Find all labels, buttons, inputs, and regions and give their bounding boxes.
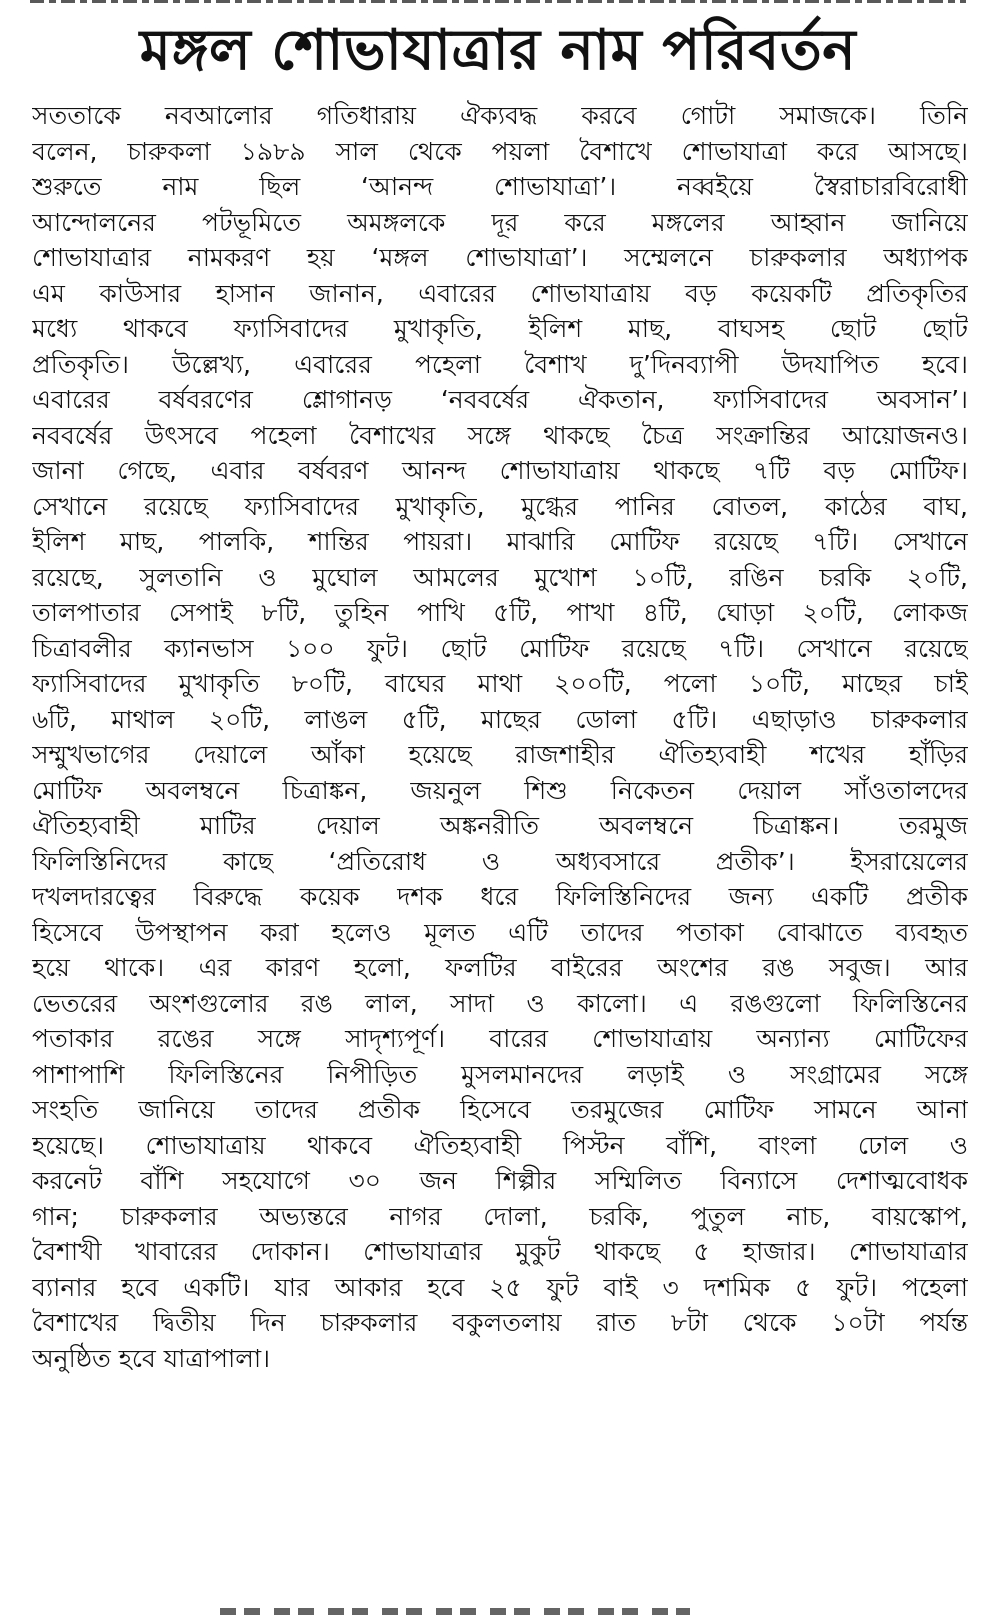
article-line: এবারের বর্ষবরণের শ্লোগানড় ‘নববর্ষের ঐকতান, ফ্যাসিবাদের অবসান’।	[32, 385, 968, 414]
article-line: ইলিশ মাছ, পালকি, শান্তির পায়রা। মাঝারি মোটিফ রয়েছে ৭টি। সেখানে	[32, 527, 968, 556]
article-line: ব্যানার হবে একটি। যার আকার হবে ২৫ ফুট বাই ৩ দশমিক ৫ ফুট। পহেলা	[32, 1272, 968, 1302]
article-line: করনেট বাঁশি সহযোগে ৩০ জন শিল্পীর সম্মিলিত বিন্যাসে দেশাত্মবোধক	[32, 1166, 968, 1195]
article-line: ফ্যাসিবাদের মুখাকৃতি ৮০টি, বাঘের মাথা ২০০টি, পলো ১০টি, মাছের চাই	[32, 669, 968, 698]
headline: মঙ্গল শোভাযাত্রার নাম পরিবর্তন	[139, 18, 857, 83]
article-line: ৬টি, মাথাল ২০টি, লাঙল ৫টি, মাছের ডোলা ৫টি। এছাড়াও চারুকলার	[32, 704, 968, 734]
article-line: জানা গেছে, এবার বর্ষবরণ আনন্দ শোভাযাত্রায় থাকছে ৭টি বড় মোটিফ।	[32, 456, 968, 485]
article-line: দখলদারত্বের বিরুদ্ধে কয়েক দশক ধরে ফিলিস্তিনিদের জন্য একটি প্রতীক	[32, 882, 968, 911]
article-line: হিসেবে উপস্থাপন করা হলেও মূলত এটি তাদের পতাকা বোঝাতে ব্যবহৃত	[32, 917, 968, 947]
article-line: নববর্ষের উৎসবে পহেলা বৈশাখের সঙ্গে থাকছে চৈত্র সংক্রান্তির আয়োজনও।	[32, 420, 968, 450]
article-line: বলেন, চারুকলা ১৯৮৯ সাল থেকে পয়লা বৈশাখে শোভাযাত্রা করে আসছে।	[32, 136, 968, 166]
article-line: সততাকে নবআলোর গতিধারায় ঐক্যবদ্ধ করবে গোটা সমাজকে। তিনি	[32, 101, 968, 130]
article-line: ফিলিস্তিনিদের কাছে ‘প্রতিরোধ ও অধ্যবসারে প্রতীক’। ইসরায়েলের	[32, 846, 968, 876]
article-body	[32, 98, 968, 1590]
article-line: তালপাতার সেপাই ৮টি, তুহিন পাখি ৫টি, পাখা ৪টি, ঘোড়া ২০টি, লোকজ	[32, 598, 968, 627]
article-line: হয়েছে। শোভাযাত্রায় থাকবে ঐতিহ্যবাহী পিস্টন বাঁশি, বাংলা ঢোল ও	[32, 1130, 968, 1160]
article-line: মধ্যে থাকবে ফ্যাসিবাদের মুখাকৃতি, ইলিশ মাছ, বাঘসহ ছোট ছোট	[32, 314, 968, 343]
article-line: প্রতিকৃতি। উল্লেখ্য, এবারের পহেলা বৈশাখ দু’দিনব্যাপী উদযাপিত হবে।	[32, 349, 968, 379]
article-line: শোভাযাত্রার নামকরণ হয় ‘মঙ্গল শোভাযাত্রা’। সম্মেলনে চারুকলার অধ্যাপক	[32, 243, 968, 272]
article-line: শুরুতে নাম ছিল ‘আনন্দ শোভাযাত্রা’। নব্বইয়ে স্বৈরাচারবিরোধী	[32, 172, 968, 201]
article-line: বৈশাখী খাবারের দোকান। শোভাযাত্রার মুকুট থাকছে ৫ হাজার। শোভাযাত্রার	[32, 1237, 968, 1266]
article-line: আন্দোলনের পটভূমিতে অমঙ্গলকে দূর করে মঙ্গলের আহ্বান জানিয়ে	[32, 207, 968, 237]
article-line: গান; চারুকলার অভ্যন্তরে নাগর দোলা, চরকি, পুতুল নাচ, বায়স্কোপ,	[32, 1201, 968, 1231]
article-line: সংহতি জানিয়ে তাদের প্রতীক হিসেবে তরমুজের মোটিফ সামনে আনা	[32, 1095, 968, 1124]
article-line: মোটিফ অবলম্বনে চিত্রাঙ্কন, জয়নুল শিশু নিকেতন দেয়াল সাঁওতালদের	[32, 775, 968, 805]
article-line: রয়েছে, সুলতানি ও মুঘোল আমলের মুখোশ ১০টি, রঙিন চরকি ২০টি,	[32, 562, 968, 592]
article-line: হয়ে থাকে। এর কারণ হলো, ফলটির বাইরের অংশের রঙ সবুজ। আর	[32, 953, 968, 982]
article-line: এম কাউসার হাসান জানান, এবারের শোভাযাত্রায় বড় কয়েকটি প্রতিকৃতির	[32, 278, 968, 308]
article-line: ঐতিহ্যবাহী মাটির দেয়াল অঙ্কনরীতি অবলম্বনে চিত্রাঙ্কন। তরমুজ	[32, 811, 968, 840]
article-line: সেখানে রয়েছে ফ্যাসিবাদের মুখাকৃতি, মুগ্ধের পানির বোতল, কাঠের বাঘ,	[32, 491, 968, 521]
article-line: পতাকার রঙের সঙ্গে সাদৃশ্যপূর্ণ। বারের শোভাযাত্রায় অন্যান্য মোটিফের	[32, 1024, 968, 1053]
article-line: ভেতরের অংশগুলোর রঙ লাল, সাদা ও কালো। এ রঙগুলো ফিলিস্তিনের	[32, 988, 968, 1018]
article-line: চিত্রাবলীর ক্যানভাস ১০০ ফুট। ছোট মোটিফ রয়েছে ৭টি। সেখানে রয়েছে	[32, 633, 968, 663]
bottom-cropped-text-strip	[220, 1604, 690, 1615]
article-line-last: অনুষ্ঠিত হবে যাত্রাপালা।	[32, 1343, 271, 1373]
top-cropped-text-strip	[30, 0, 966, 5]
article-line: বৈশাখের দ্বিতীয় দিন চারুকলার বকুলতলায় রাত ৮টা থেকে ১০টা পর্যন্ত	[32, 1308, 968, 1337]
article-line: পাশাপাশি ফিলিস্তিনের নিপীড়িত মুসলমানদের লড়াই ও সংগ্রামের সঙ্গে	[32, 1059, 968, 1089]
article-line: সম্মুখভাগের দেয়ালে আঁকা হয়েছে রাজশাহীর ঐতিহ্যবাহী শখের হাঁড়ির	[32, 740, 968, 769]
